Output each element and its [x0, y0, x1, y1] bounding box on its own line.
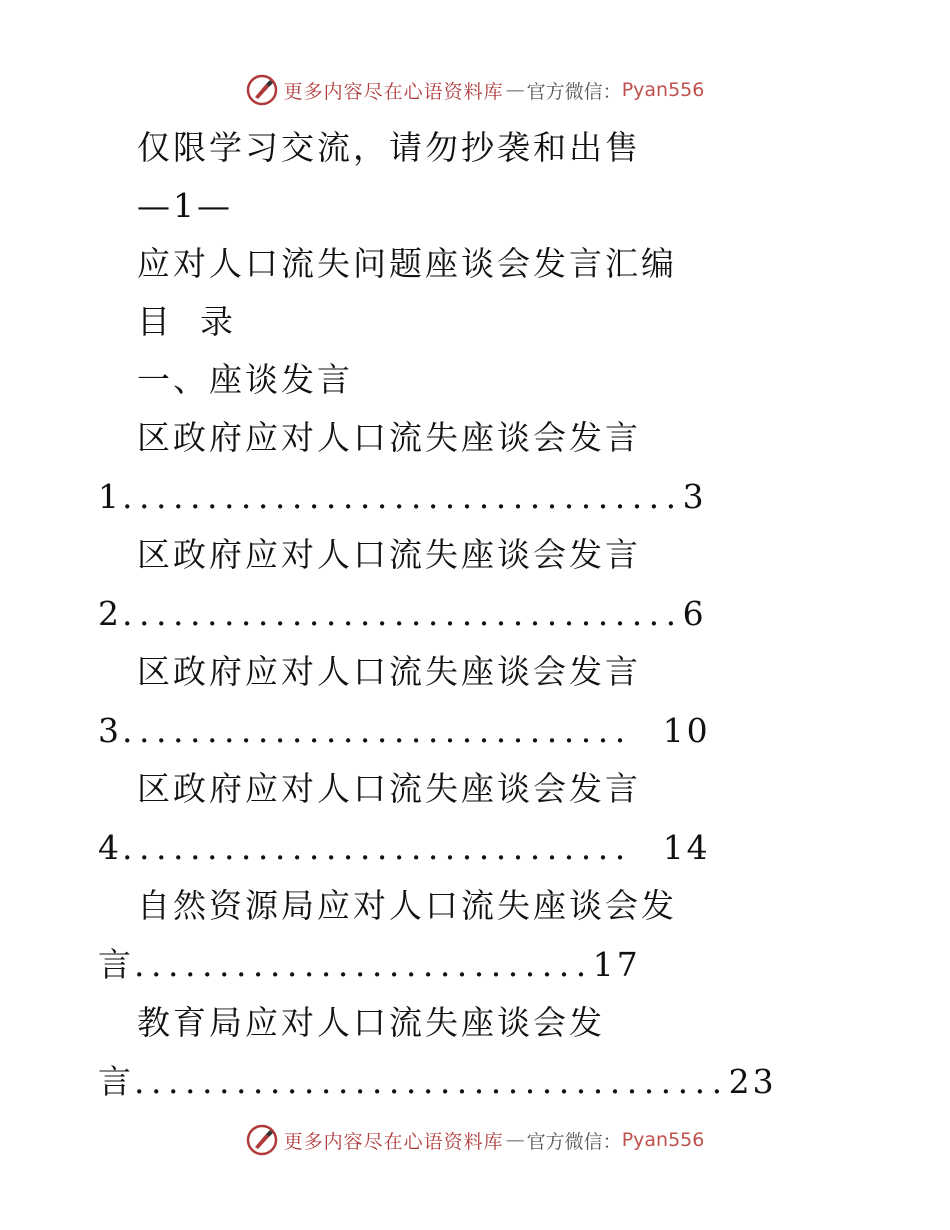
watermark-separator: —	[505, 79, 525, 101]
section-heading: 一、座谈发言	[137, 360, 353, 399]
toc-entry-leader: .................................	[122, 594, 683, 633]
toc-entry-leader: ...........................	[134, 945, 593, 984]
watermark-id: Pyan556	[621, 79, 705, 101]
toc-entry-title: 区政府应对人口流失座谈会发言	[137, 769, 641, 808]
toc-entry-title: 区政府应对人口流失座谈会发言	[137, 535, 641, 574]
toc-entry-page: 14	[662, 828, 711, 867]
watermark-id: Pyan556	[621, 1129, 705, 1151]
toc-entry-prefix: 言	[98, 1062, 134, 1101]
toc-entry-title: 教育局应对人口流失座谈会发	[137, 1003, 605, 1042]
toc-entry-prefix: 1	[98, 477, 122, 516]
toc-entry-title: 自然资源局应对人口流失座谈会发	[137, 886, 677, 925]
toc-entry-page: 23	[728, 1062, 777, 1101]
notice-line: 仅限学习交流，请勿抄袭和出售	[137, 128, 641, 167]
watermark-separator: —	[505, 1129, 525, 1151]
toc-entry-line	[98, 477, 707, 517]
toc-entry-prefix: 4	[98, 828, 122, 867]
toc-entry-title: 区政府应对人口流失座谈会发言	[137, 418, 641, 457]
watermark-text: 更多内容尽在心语资料库	[283, 80, 504, 103]
toc-heading: 目 录	[137, 302, 236, 341]
toc-entry-leader: ..............................	[122, 828, 649, 867]
toc-entry-prefix: 言	[98, 945, 134, 984]
toc-entry-line	[98, 594, 707, 634]
watermark-label: 官方微信：	[526, 80, 622, 103]
toc-entry-page: 6	[682, 594, 707, 633]
toc-entry-line	[98, 945, 641, 985]
toc-entry-page: 17	[592, 945, 641, 984]
watermark-label: 官方微信：	[526, 1130, 622, 1153]
footer-watermark	[0, 1120, 950, 1160]
pen-logo-icon	[246, 74, 278, 106]
toc-entry-leader: .................................	[122, 477, 683, 516]
toc-entry-leader: ..............................	[122, 711, 649, 750]
toc-entry-page: 3	[682, 477, 707, 516]
header-watermark	[0, 70, 950, 110]
page-marker: —1—	[137, 186, 233, 225]
toc-entry-page: 10	[662, 711, 711, 750]
pen-logo-icon	[246, 1124, 278, 1156]
toc-entry-line	[98, 1062, 777, 1102]
toc-entry-line	[98, 711, 711, 751]
toc-entry-prefix: 3	[98, 711, 122, 750]
document-title: 应对人口流失问题座谈会发言汇编	[137, 244, 677, 283]
watermark-text: 更多内容尽在心语资料库	[283, 1130, 504, 1153]
toc-entry-line	[98, 828, 711, 868]
toc-entry-leader: ...................................	[134, 1062, 729, 1101]
toc-entry-title: 区政府应对人口流失座谈会发言	[137, 652, 641, 691]
toc-entry-prefix: 2	[98, 594, 122, 633]
